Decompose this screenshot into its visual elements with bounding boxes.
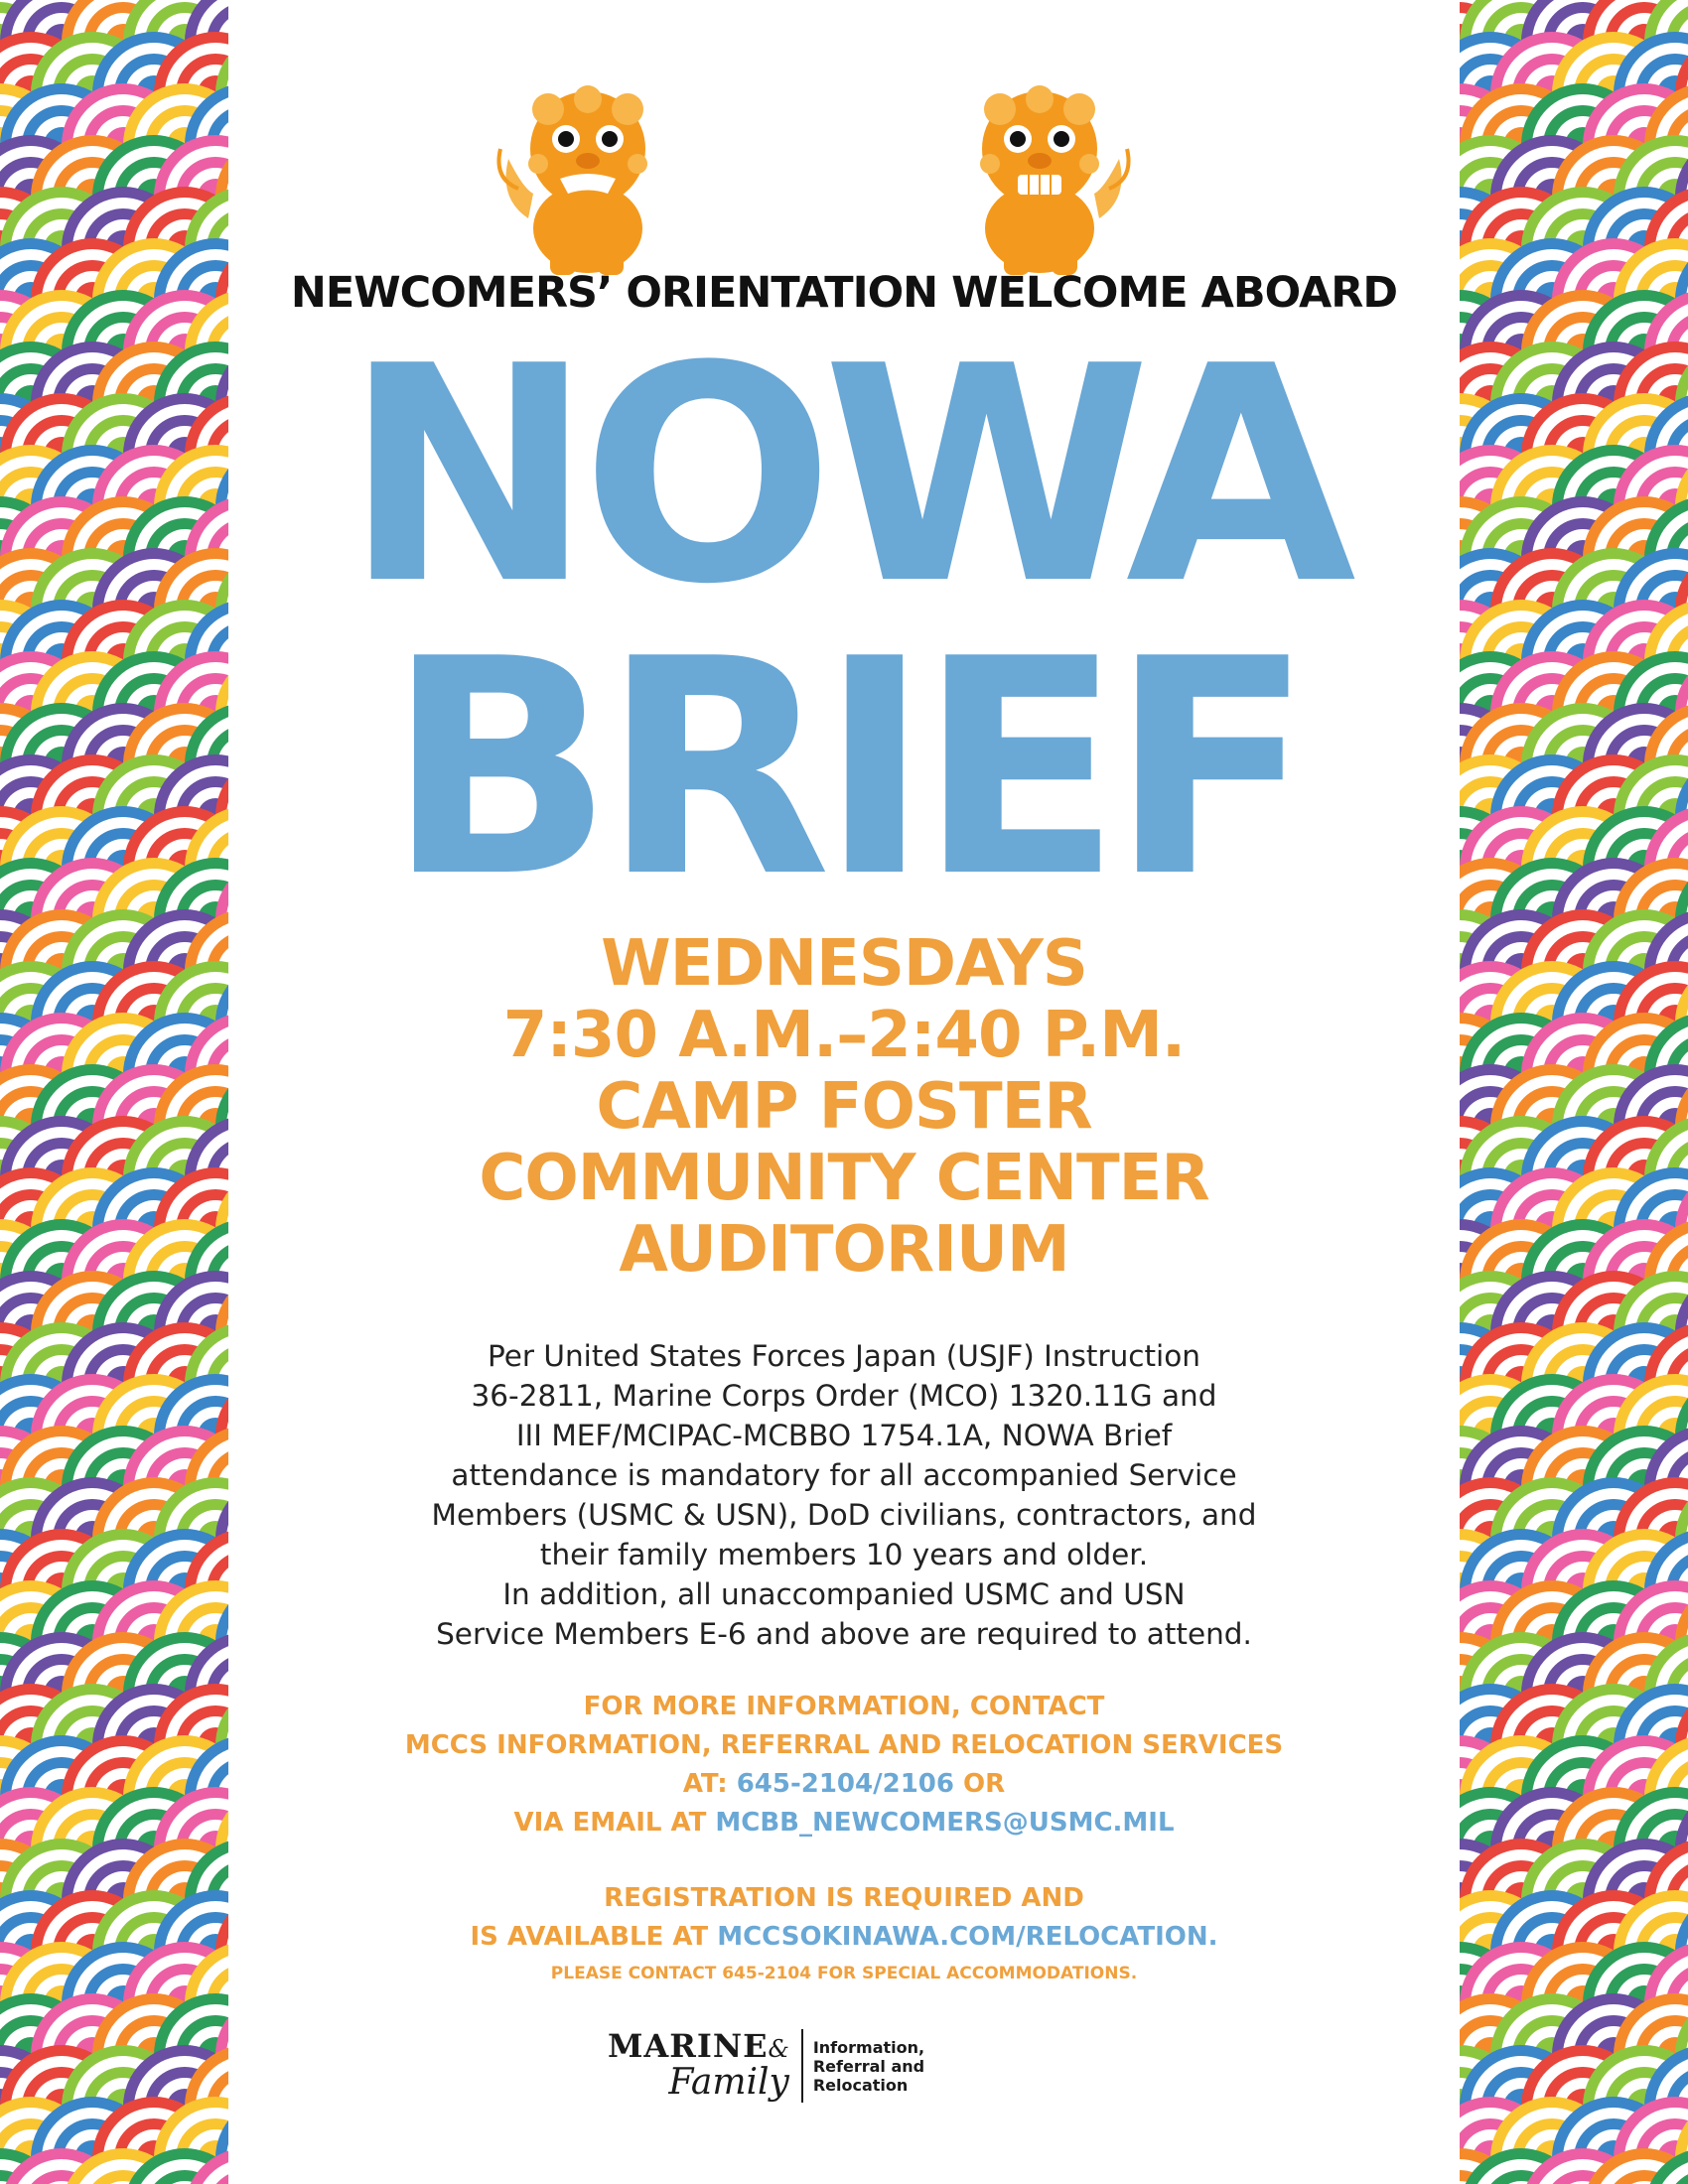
- relocation-url-link[interactable]: MCCSOKINAWA.COM/RELOCATION.: [717, 1922, 1218, 1952]
- body-line: Service Members E-6 and above are required to attend.: [436, 1617, 1252, 1651]
- right-wave-border: [1460, 0, 1688, 2184]
- flyer-content: [228, 0, 1460, 2184]
- left-wave-border: [0, 0, 228, 2184]
- left-wave-pattern: [0, 0, 228, 2184]
- location-line-3: AUDITORIUM: [619, 1213, 1069, 1287]
- accommodations-note: PLEASE CONTACT 645-2104 FOR SPECIAL ACCOMMODATIONS.: [550, 1964, 1138, 1983]
- registration-line-1: REGISTRATION IS REQUIRED AND: [604, 1883, 1084, 1913]
- schedule-time: 7:30 A.M.–2:40 P.M.: [502, 999, 1186, 1072]
- body-line: 36-2811, Marine Corps Order (MCO) 1320.11G and: [471, 1379, 1217, 1413]
- logo-ampersand: &: [768, 2035, 789, 2063]
- contact-line-2: MCCS INFORMATION, REFERRAL AND RELOCATION SERVICES: [404, 1730, 1284, 1760]
- logo-wordmark: [608, 2029, 801, 2103]
- contact-phone-line: [228, 1765, 1460, 1804]
- shisa-mascot-right-icon: [960, 79, 1139, 278]
- title-nowa: NOWA: [344, 303, 1344, 649]
- schedule-day: WEDNESDAYS: [601, 927, 1087, 1001]
- location-line-1: CAMP FOSTER: [596, 1070, 1092, 1144]
- right-wave-pattern: [1460, 0, 1688, 2184]
- logo-irr-line-2: Referral and: [812, 2056, 925, 2076]
- logo-family: Family: [668, 2062, 789, 2103]
- marine-family-logo: [608, 2025, 924, 2107]
- at-label: AT:: [682, 1769, 737, 1799]
- orientation-subtitle: NEWCOMERS’ ORIENTATION WELCOME ABOARD: [290, 268, 1398, 318]
- logo-marine: MARINE: [608, 2027, 769, 2065]
- logo-irr-line-3: Relocation: [812, 2075, 909, 2095]
- body-line: their family members 10 years and older.: [539, 1538, 1149, 1571]
- email-label: VIA EMAIL AT: [513, 1808, 716, 1838]
- contact-email-line: [228, 1804, 1460, 1843]
- logo-irr-text: [803, 2038, 924, 2095]
- available-label: IS AVAILABLE AT: [470, 1922, 718, 1952]
- body-line: In addition, all unaccompanied USMC and USN: [502, 1577, 1186, 1611]
- title-brief: BRIEF: [386, 596, 1302, 942]
- logo-irr-line-1: Information,: [812, 2037, 925, 2057]
- contact-info: [228, 1688, 1460, 1843]
- attendance-requirements: [248, 1336, 1440, 1654]
- email-link[interactable]: MCBB_NEWCOMERS@USMC.MIL: [715, 1808, 1175, 1838]
- body-line: Members (USMC & USN), DoD civilians, contractors, and: [431, 1498, 1257, 1532]
- location-line-2: COMMUNITY CENTER: [479, 1142, 1209, 1215]
- phone-number-link[interactable]: 645-2104/2106: [736, 1769, 954, 1799]
- body-line: III MEF/MCIPAC-MCBBO 1754.1A, NOWA Brief: [515, 1419, 1173, 1452]
- shisa-mascot-left-icon: [489, 79, 667, 278]
- registration-info: [228, 1879, 1460, 1990]
- body-line: attendance is mandatory for all accompanied Service: [451, 1458, 1237, 1492]
- registration-line-2: [228, 1918, 1460, 1957]
- schedule-block: [228, 928, 1460, 1286]
- or-label: OR: [953, 1769, 1006, 1799]
- contact-line-1: FOR MORE INFORMATION, CONTACT: [583, 1692, 1105, 1721]
- body-line: Per United States Forces Japan (USJF) Instruction: [487, 1339, 1200, 1373]
